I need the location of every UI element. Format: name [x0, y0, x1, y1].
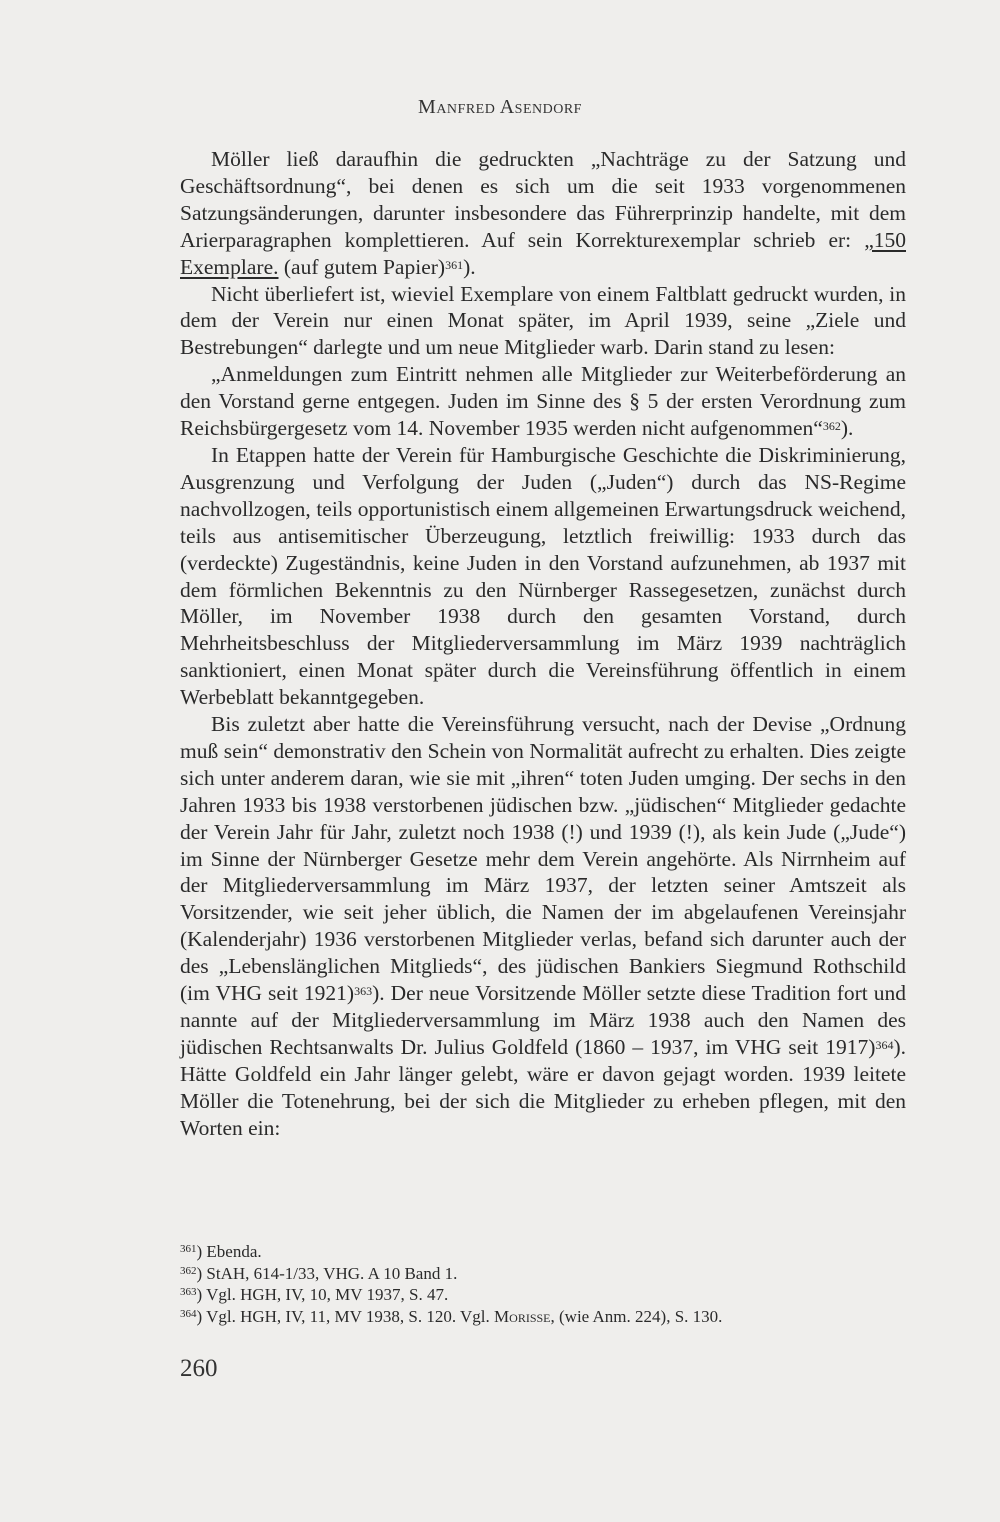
footnote-text: ) Vgl. HGH, IV, 11, MV 1938, S. 120. Vgl. [196, 1306, 495, 1326]
paragraph-text: (auf gutem Papier) [278, 254, 446, 279]
footnote-text: ) Vgl. HGH, IV, 10, MV 1937, S. 47. [196, 1285, 449, 1305]
paragraph-text: „Anmeldungen zum Eintritt nehmen alle Mitglieder zur Weiterbeförderung an den Vorstand gerne entgegen. Juden im Sinne des § 5 der ersten Verordnung zum Reichsbürgergesetz vom 14. November 1935 werden nicht aufgenommen“ [180, 362, 906, 441]
running-head: Manfred Asendorf [418, 96, 582, 118]
footnote-number: 363 [180, 1286, 197, 1299]
paragraph-3-quote [180, 361, 906, 442]
paragraph-text: ). Der neue Vorsitzende Möller setzte diese Tradition fort und nannte auf der Mitgliederversammlung im März 1938 auch den Namen des jüdischen Rechtsanwalts Dr. Julius Goldfeld (1860 – 1937, im VHG seit 1917) [180, 981, 906, 1059]
footnote-ref: 362 [822, 419, 841, 434]
footnote [180, 1240, 906, 1262]
footnote-ref: 363 [354, 984, 373, 999]
footnote-text: ) Ebenda. [196, 1242, 262, 1261]
paragraph-text: ). Hätte Goldfeld ein Jahr länger gelebt, wäre er davon gejagt worden. 1939 leitete Möller die Totenehrung, bei der sich die Mitglieder zu erheben pflegen, mit den Worten ein: [180, 1034, 906, 1140]
paragraph-text: Bis zuletzt aber hatte die Vereinsführung versucht, nach der Devise „Ordnung muß sein“ demonstrativ den Schein von Normalität aufrecht zu erhalten. Dies zeigte sich unter anderem daran, wie sie mit „ihren“ toten Juden umging. Der sechs in den Jahren 1933 bis 1938 verstorbenen jüdischen bzw. „jüdischen“ Mitglieder gedachte der Verein Jahr für Jahr, zuletzt noch 1938 (!) und 1939 (!), als kein Jude („Jude“) im Sinne der Nürnberger Gesetze mehr dem Verein angehörte. Als Nirrnheim auf der Mitgliederversammlung im März 1937, der letzten seiner Amtszeit als Vorsitzender, wie seit jeher üblich, die Namen der im abgelaufenen Vereinsjahr (Kalenderjahr) 1936 verstorbenen Mitglieder verlas, befand sich darunter auch der des „Lebenslänglichen Mitglieds“, des jüdischen Bankiers Siegmund Rothschild (im VHG seit 1921) [180, 712, 906, 1006]
paragraph-text: Möller ließ daraufhin die gedruckten „Nachträge zu der Satzung und Geschäftsordnung“, bei denen es sich um die seit 1933 vorgenommenen Satzungsänderungen, darunter insbesondere das Führerprinzip handelte, mit dem Arierparagraphen komplettieren. Auf sein Korrekturexemplar schrieb er: [180, 147, 906, 252]
footnote [180, 1305, 906, 1327]
footnote-text: , (wie Anm. 224), S. 130. [550, 1306, 723, 1326]
footnote-number: 364 [180, 1307, 197, 1320]
footnotes [180, 1240, 906, 1326]
footnote [180, 1262, 906, 1284]
underlined-text: „150 Exemplare. [180, 227, 906, 279]
footnote-number: 362 [180, 1264, 197, 1277]
footnote [180, 1283, 906, 1305]
author-name: Morisse [494, 1306, 551, 1326]
footnote-ref: 364 [875, 1037, 894, 1052]
paragraph-4: In Etappen hatte der Verein für Hamburgische Geschichte die Diskriminierung, Ausgrenzung und Verfolgung der Juden („Juden“) durch das NS-Regime nachvollzogen, teils opportunistisch einem allgemeinen Erwartungsdruck weichend, teils aus antisemitischer Überzeugung, letztlich freiwillig: 1933 durch das (verdeckte) Zugeständnis, keine Juden in den Vorstand aufzunehmen, ab 1937 mit dem förmlichen Bekenntnis zu den Nürnberger Rassegesetzen, zunächst durch Möller, im November 1938 durch den gesamten Vorstand, durch Mehrheitsbeschluss der Mitgliederversammlung im März 1939 nachträglich sanktioniert, einen Monat später durch die Vereinsführung öffentlich in einem Werbeblatt bekanntgegeben. [180, 442, 906, 710]
paragraph-text: ). [463, 254, 476, 279]
paragraph-text: ). [840, 416, 854, 441]
footnote-number: 361 [180, 1243, 197, 1255]
page-number: 260 [180, 1355, 218, 1382]
paragraph-2: Nicht überliefert ist, wieviel Exemplare von einem Faltblatt gedruckt wurden, in dem der Verein nur einen Monat später, im April 1939, seine „Ziele und Bestrebungen“ darlegte und um neue Mitglieder warb. Darin stand zu lesen: [180, 281, 906, 360]
paragraph-1 [180, 146, 906, 281]
footnote-text: ) StAH, 614-1/33, VHG. A 10 Band 1. [196, 1263, 458, 1283]
paragraph-5 [180, 711, 906, 1142]
footnote-ref: 361 [445, 257, 464, 272]
body-text [180, 146, 906, 1142]
